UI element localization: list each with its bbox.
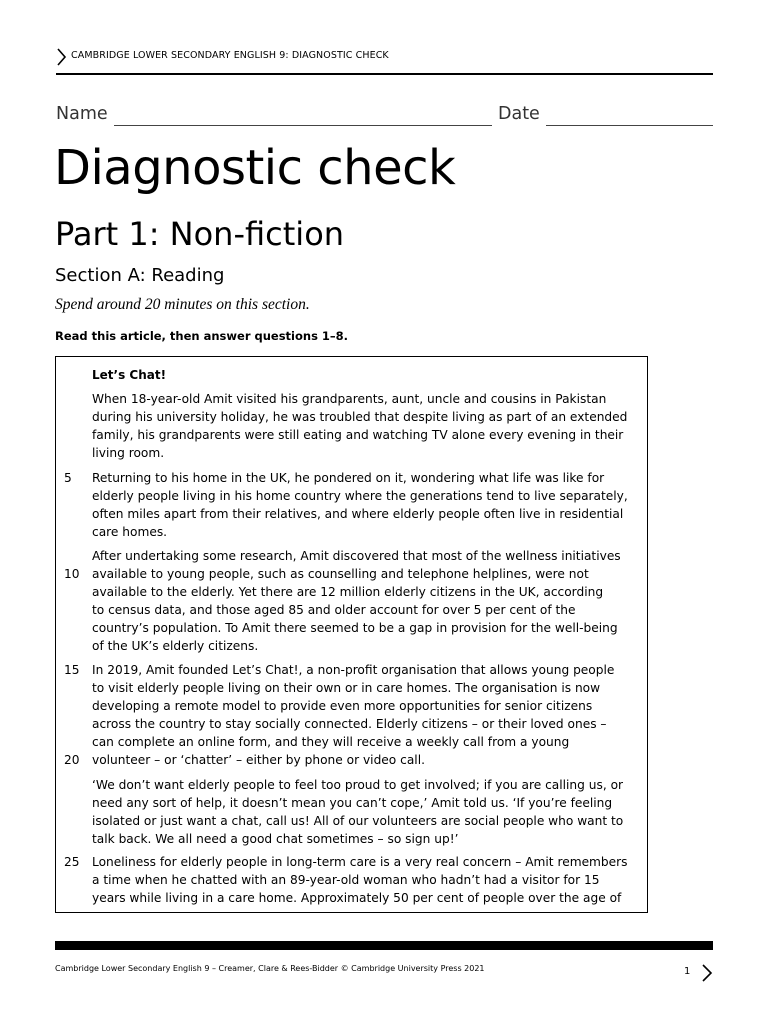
article-line: volunteer – or ‘chatter’ – either by phone or video call.	[92, 753, 425, 767]
name-field[interactable]	[114, 125, 492, 126]
article-line: can complete an online form, and they will receive a weekly call from a young	[92, 735, 570, 749]
date-label: Date	[498, 104, 540, 124]
article-line: years while living in a care home. Approximately 50 per cent of people over the age of	[92, 891, 622, 905]
running-header	[56, 48, 712, 74]
line-number: 25	[64, 855, 80, 869]
line-number: 20	[64, 753, 80, 767]
article-line: to visit elderly people living on their own or in care homes. The organisation is now	[92, 681, 601, 695]
article-line: ‘We don’t want elderly people to feel too proud to get involved; if you are calling us, or	[92, 778, 624, 792]
name-label: Name	[56, 104, 108, 124]
article-line: a time when he chatted with an 89-year-old woman who hadn’t had a visitor for 15	[92, 873, 600, 887]
article-box	[55, 356, 648, 913]
date-field[interactable]	[546, 125, 713, 126]
article-line: In 2019, Amit founded Let’s Chat!, a non-profit organisation that allows young people	[92, 663, 615, 677]
article-line: of the UK’s elderly citizens.	[92, 639, 259, 653]
article-line: available to young people, such as counselling and telephone helplines, were not	[92, 567, 589, 581]
footer-credit: Cambridge Lower Secondary English 9 – Creamer, Clare & Rees-Bidder © Cambridge University Press 2021	[55, 964, 485, 973]
header-rule	[56, 73, 713, 75]
article-paragraph	[92, 661, 646, 769]
article-line: living room.	[92, 446, 165, 460]
chevron-right-icon	[56, 48, 68, 66]
article-line: country’s population. To Amit there seemed to be a gap in provision for the well-being	[92, 621, 618, 635]
article-paragraph	[92, 390, 646, 462]
name-date-row	[56, 104, 713, 130]
article-line: elderly people living in his home country where the generations tend to live separately,	[92, 489, 628, 503]
line-number: 10	[64, 567, 80, 581]
article-line: talk back. We all need a good chat sometimes – so sign up!’	[92, 832, 459, 846]
article-title: Let’s Chat!	[92, 368, 167, 382]
article-line: care homes.	[92, 525, 168, 539]
section-title: Section A: Reading	[55, 265, 225, 286]
line-number: 15	[64, 663, 80, 677]
page-title: Diagnostic check	[54, 140, 456, 196]
article-line: Loneliness for elderly people in long-term care is a very real concern – Amit remembers	[92, 855, 628, 869]
article-paragraph	[92, 547, 646, 655]
page-number: 1	[684, 966, 691, 977]
article-line: family, his grandparents were still eating and watching TV alone every evening in their	[92, 428, 624, 442]
article-line: often miles apart from their relatives, and where elderly people often live in residential	[92, 507, 624, 521]
article-paragraph	[92, 776, 646, 848]
article-paragraph	[92, 853, 646, 907]
time-instruction: Spend around 20 minutes on this section.	[55, 296, 310, 313]
article-line: available to the elderly. Yet there are 12 million elderly citizens in the UK, according	[92, 585, 604, 599]
running-title: CAMBRIDGE LOWER SECONDARY ENGLISH 9: DIAGNOSTIC CHECK	[71, 50, 389, 61]
article-line: Returning to his home in the UK, he pondered on it, wondering what life was like for	[92, 471, 605, 485]
article-line: isolated or just want a chat, call us! All of our volunteers are social people who want to	[92, 814, 624, 828]
line-number: 5	[64, 471, 72, 485]
article-line: during his university holiday, he was troubled that despite living as part of an extended	[92, 410, 628, 424]
chevron-right-icon[interactable]	[700, 963, 714, 983]
article-line: across the country to stay socially connected. Elderly citizens – or their loved ones –	[92, 717, 607, 731]
article-line: When 18-year-old Amit visited his grandparents, aunt, uncle and cousins in Pakistan	[92, 392, 607, 406]
footer-rule	[55, 941, 713, 950]
task-instruction: Read this article, then answer questions 1–8.	[55, 329, 349, 343]
article-paragraph	[92, 469, 646, 541]
article-line: After undertaking some research, Amit discovered that most of the wellness initiatives	[92, 549, 621, 563]
article-line: need any sort of help, it doesn’t mean you can’t cope,’ Amit told us. ‘If you’re feeling	[92, 796, 613, 810]
article-line: to census data, and those aged 85 and older account for over 5 per cent of the	[92, 603, 576, 617]
article-line: developing a remote model to provide even more opportunities for senior citizens	[92, 699, 593, 713]
part-title: Part 1: Non-fiction	[55, 215, 345, 253]
